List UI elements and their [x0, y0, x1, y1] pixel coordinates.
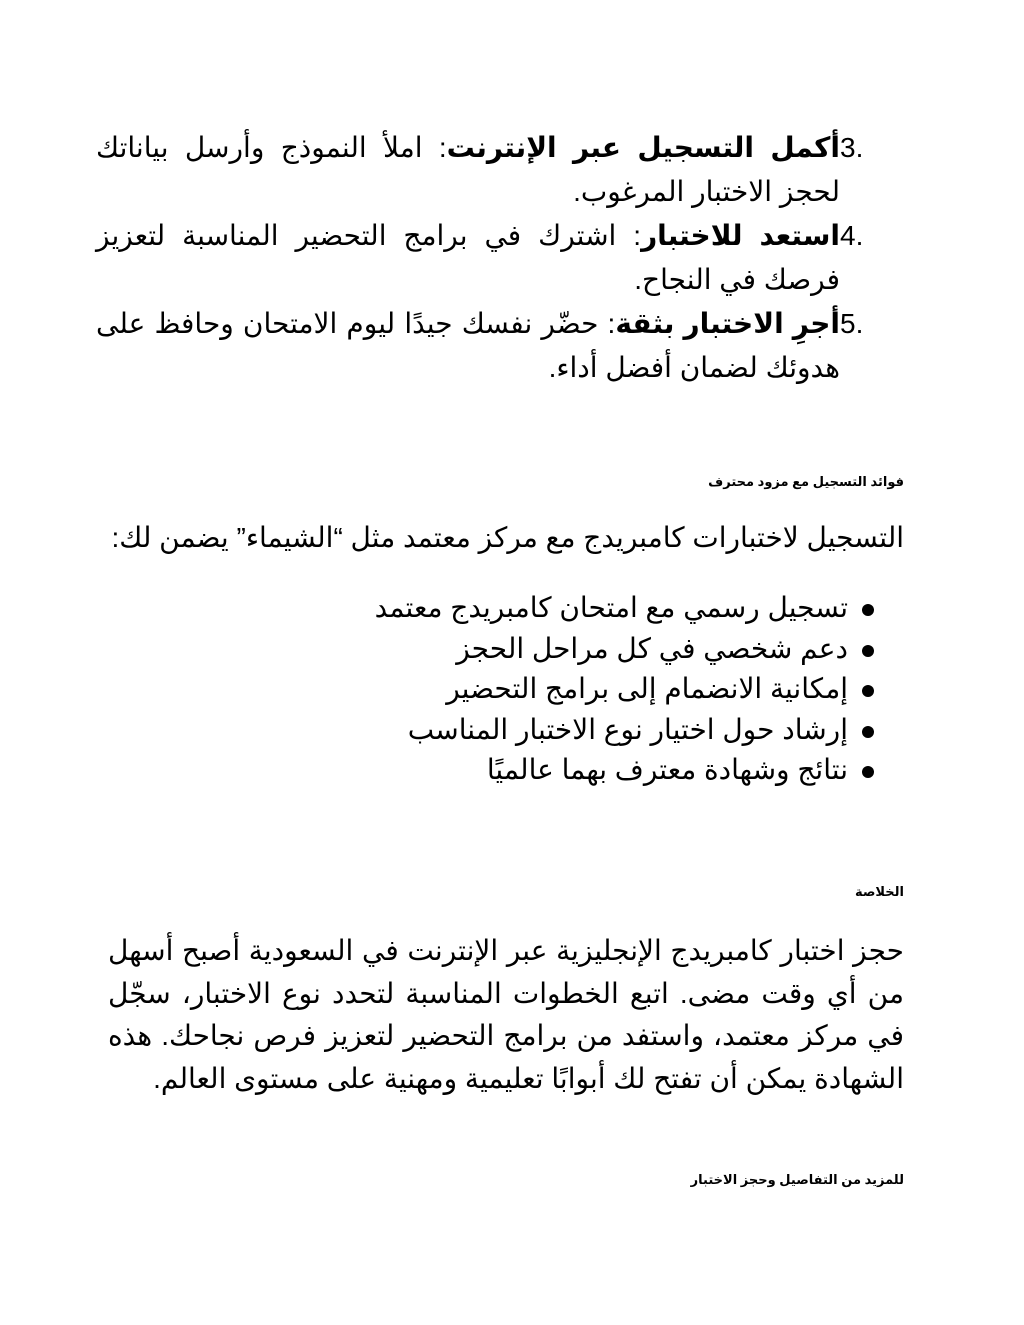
step-number: 3. [840, 132, 864, 163]
benefits-intro: التسجيل لاختبارات كامبريدج مع مركز معتمد مثل “الشيماء” يضمن لك: [111, 522, 904, 553]
bullet-icon [862, 726, 874, 738]
summary-paragraph: حجز اختبار كامبريدج الإنجليزية عبر الإنترنت في السعودية أصبح أسهل من أي وقت مضى. اتبع الخطوات المناسبة لتحدد نوع الاختبار، سجّل في مركز معتمد، واستفد من برامج التحضير لتعزيز فرص نجاحك. هذه الشهادة يمكن أن تفتح لك أبوابًا تعليمية ومهنية على مستوى العالم. [108, 935, 904, 1094]
list-item [174, 629, 874, 670]
benefits-heading: فوائد التسجيل مع مزود محترف [708, 474, 904, 489]
list-item-text: دعم شخصي في كل مراحل الحجز [456, 632, 848, 664]
more-details-heading: للمزيد من التفاصيل وحجز الاختبار [690, 1172, 904, 1187]
bullet-icon [862, 685, 874, 697]
step-number: 4. [840, 220, 864, 251]
list-item-text: إرشاد حول اختيار نوع الاختبار المناسب [407, 713, 848, 745]
bullet-icon [862, 604, 874, 616]
step-text: : حضّر نفسك جيدًا ليوم الامتحان وحافظ على هدوئك لضمان أفضل أداء. [96, 308, 840, 383]
list-item [174, 750, 874, 791]
step-title: أجرِ الاختبار بثقة [615, 308, 840, 339]
step-body [96, 126, 840, 214]
list-item [174, 588, 874, 629]
step-text: : املأ النموذج وأرسل بياناتك لحجز الاختبار المرغوب. [96, 132, 840, 207]
step-number: 5. [840, 308, 864, 339]
step-title: استعد للاختبار [641, 220, 840, 251]
step-item [96, 302, 876, 390]
list-item-text: نتائج وشهادة معترف بهما عالميًا [486, 754, 848, 785]
list-item [174, 669, 874, 710]
list-item-text: إمكانية الانضمام إلى برامج التحضير [446, 673, 848, 704]
summary-heading: الخلاصة [854, 884, 904, 899]
list-item-text: تسجيل رسمي مع امتحان كامبريدج معتمد [374, 592, 848, 623]
step-item [96, 214, 876, 302]
step-body [96, 302, 840, 390]
benefits-list [174, 588, 874, 791]
step-item [96, 126, 876, 214]
list-item [174, 710, 874, 751]
bullet-icon [862, 766, 874, 778]
steps-list [96, 126, 876, 390]
step-title: أكمل التسجيل عبر الإنترنت [446, 132, 840, 163]
bullet-icon [862, 645, 874, 657]
step-text: : اشترك في برامج التحضير المناسبة لتعزيز فرصك في النجاح. [96, 220, 840, 295]
step-body [96, 214, 840, 302]
